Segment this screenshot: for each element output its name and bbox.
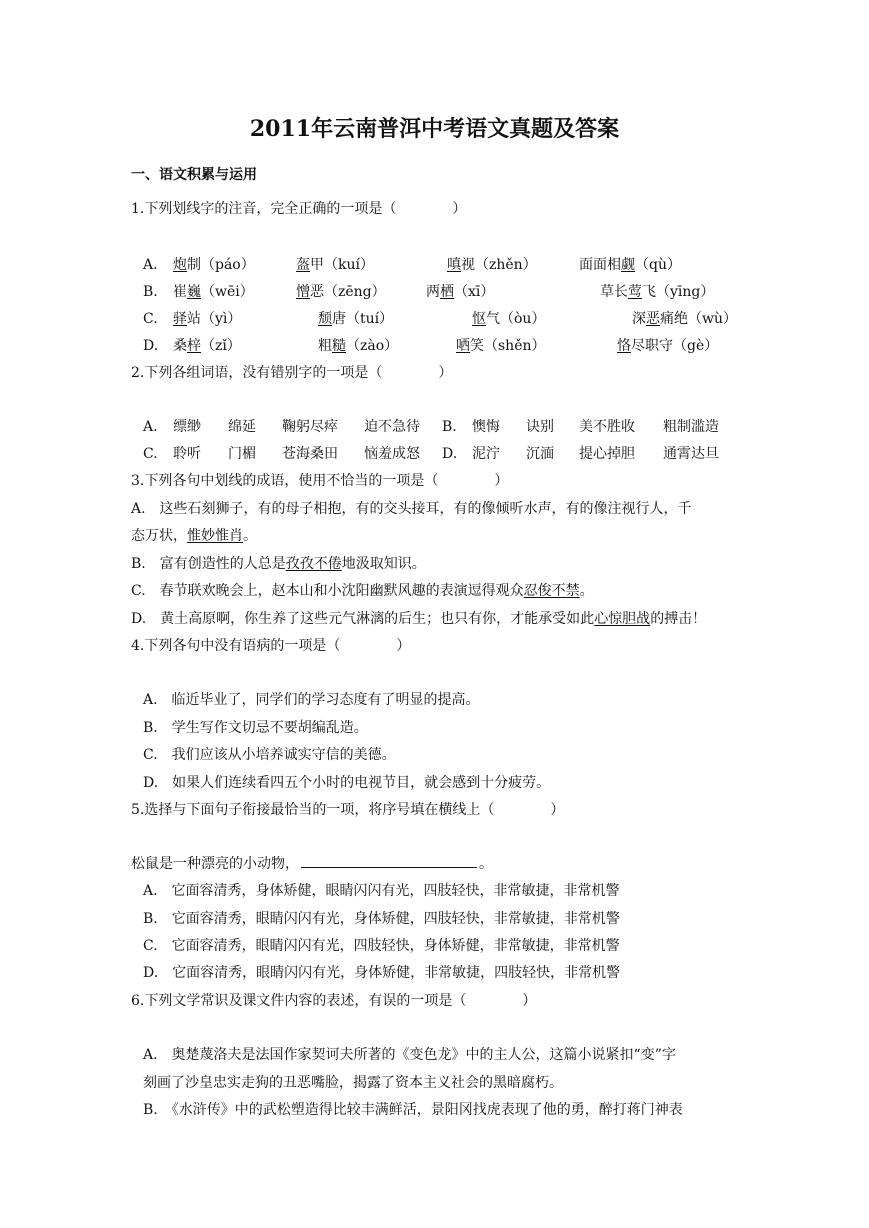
q1-option-a-item2: 盔甲（kuí） (296, 257, 374, 273)
q1-option-c-item2: 颓唐（tuí） (318, 311, 394, 327)
q5-option-b: B. 它面容清秀，眼睛闪闪有光，身体矫健，四肢轻快，非常敏捷，非常机警 (143, 911, 620, 927)
q1-option-d-item2: 粗糙（zào） (318, 338, 399, 354)
q2-option-a-label: A. (143, 419, 158, 435)
question-2-stem: 2.下列各组词语，没有错别字的一项是（ ） (131, 365, 453, 381)
q2-option-c-word3: 苍海桑田 (282, 446, 338, 462)
q2-option-d-word1: 泥泞 (472, 446, 500, 462)
q5-sentence: 松鼠是一种漂亮的小动物， 。 (131, 856, 493, 872)
q4-option-d: D. 如果人们连续看四五个小时的电视节目，就会感到十分疲劳。 (143, 775, 551, 791)
q3-option-a-line1: A. 这些石刻狮子，有的母子相抱，有的交头接耳，有的像倾听水声，有的像注视行人，千 (131, 501, 692, 517)
q1-option-d-label: D. (143, 338, 159, 354)
q1-option-d-item3: 哂笑（shěn） (456, 338, 546, 354)
q2-option-b-word1: 懊悔 (472, 419, 500, 435)
q1-option-b-item1: 崔巍（wēi） (173, 284, 254, 300)
page-title: 2011年云南普洱中考语文真题及答案 (249, 116, 620, 142)
q1-option-c-label: C. (143, 311, 158, 327)
q1-option-d-item4: 恪尽职守（gè） (617, 338, 719, 354)
q1-option-b-item3: 两栖（xī） (426, 284, 495, 300)
q1-option-d-item1: 桑梓（zǐ） (173, 338, 241, 354)
q2-option-d-label: D. (442, 446, 458, 462)
q2-option-b-word2: 诀别 (526, 419, 554, 435)
q6-option-b-line1: B. 《水浒传》中的武松塑造得比较丰满鲜活，景阳冈找虎表现了他的勇，醉打蒋门神表 (143, 1102, 683, 1118)
q2-option-a-word3: 鞠躬尽瘁 (282, 419, 338, 435)
q6-option-a-line2: 刻画了沙皇忠实走狗的丑恶嘴脸，揭露了资本主义社会的黑暗腐朽。 (143, 1075, 563, 1091)
q2-option-b-label: B. (442, 419, 457, 435)
q3-option-d: D. 黄土高原啊，你生养了这些元气淋漓的后生；也只有你，才能承受如此心惊胆战的搏击！ (131, 611, 707, 627)
q5-option-d: D. 它面容清秀，眼睛闪闪有光，身体矫健，非常敏捷，四肢轻快，非常机警 (143, 965, 621, 981)
q5-option-c: C. 它面容清秀，眼睛闪闪有光，四肢轻快，身体矫健，非常敏捷，非常机警 (143, 938, 620, 954)
q2-option-b-word4: 粗制滥造 (663, 419, 719, 435)
q3-option-b: B. 富有创造性的人总是孜孜不倦地汲取知识。 (131, 556, 426, 572)
q1-option-a-label: A. (143, 257, 158, 273)
q2-option-c-word1: 聆听 (173, 446, 201, 462)
q2-option-a-word1: 缥缈 (173, 419, 201, 435)
q2-option-c-word2: 门楣 (228, 446, 256, 462)
q2-option-d-word4: 通霄达旦 (663, 446, 719, 462)
q1-option-a-item3: 嗔视（zhěn） (447, 257, 537, 273)
q1-option-b-item2: 憎恶（zēng） (296, 284, 386, 300)
q5-option-a: A. 它面容清秀，身体矫健，眼睛闪闪有光，四肢轻快，非常敏捷，非常机警 (143, 883, 620, 899)
q2-option-a-word2: 绵延 (228, 419, 256, 435)
q1-option-b-item4: 草长莺飞（yīng） (600, 284, 715, 300)
q1-option-a-item4: 面面相觑（qù） (579, 257, 681, 273)
q3-option-a-line2: 态万状，惟妙惟肖。 (131, 528, 257, 544)
q1-option-a-item1: 炮制（páo） (173, 257, 255, 273)
q1-option-c-item3: 怄气（òu） (472, 311, 546, 327)
question-3-stem: 3.下列各句中划线的成语，使用不恰当的一项是（ ） (131, 473, 509, 489)
q2-option-a-word4: 迫不急待 (364, 419, 420, 435)
answer-blank (301, 855, 477, 868)
question-4-stem: 4.下列各句中没有语病的一项是（ ） (131, 638, 411, 654)
q1-option-c-item4: 深恶痛绝（wù） (632, 311, 737, 327)
q4-option-c: C. 我们应该从小培养诚实守信的美德。 (143, 747, 396, 763)
q4-option-a: A. 临近毕业了，同学们的学习态度有了明显的提高。 (143, 692, 480, 708)
q2-option-b-word3: 美不胜收 (579, 419, 635, 435)
q2-option-d-word3: 提心掉胆 (579, 446, 635, 462)
q4-option-b: B. 学生写作文切忌不要胡编乱造。 (143, 720, 368, 736)
question-5-stem: 5.选择与下面句子衔接最恰当的一项，将序号填在横线上（ ） (131, 802, 565, 818)
q2-option-c-label: C. (143, 446, 158, 462)
q1-option-c-item1: 驿站（yì） (173, 311, 242, 327)
section-heading: 一、语文积累与运用 (131, 167, 257, 183)
question-1-stem: 1.下列划线字的注音，完全正确的一项是（ ） (131, 201, 467, 217)
q3-option-c: C. 春节联欢晚会上，赵本山和小沈阳幽默风趣的表演逗得观众忍俊不禁。 (131, 583, 594, 599)
q1-option-b-label: B. (143, 284, 158, 300)
q2-option-c-word4: 恼羞成怒 (364, 446, 420, 462)
question-6-stem: 6.下列文学常识及课文件内容的表述，有误的一项是（ ） (131, 993, 537, 1009)
q6-option-a-line1: A. 奥楚蔑洛夫是法国作家契诃夫所著的《变色龙》中的主人公，这篇小说紧扣“变”字 (143, 1047, 676, 1063)
q2-option-d-word2: 沉湎 (526, 446, 554, 462)
